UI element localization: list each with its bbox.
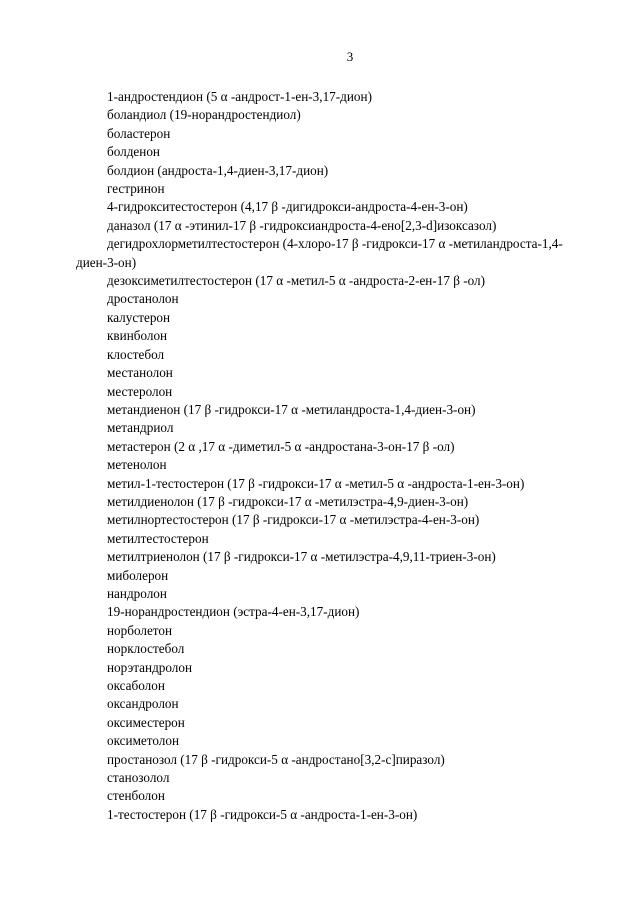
list-item: даназол (17 α -этинил-17 β -гидроксиандроста-4-ено[2,3-d]изоксазол) <box>107 217 497 233</box>
list-item: болденон <box>107 144 160 160</box>
list-item: 19-норандростендион (эстра-4-ен-3,17-дион) <box>107 604 360 620</box>
list-item: 1-андростендион (5 α -андрост-1-ен-3,17-дион) <box>107 89 372 104</box>
page-number: 3 <box>346 49 354 64</box>
substance-list <box>0 88 640 824</box>
list-item: гестринон <box>107 181 165 197</box>
list-item: норклостебол <box>107 641 185 657</box>
list-item: дезоксиметилтестостерон (17 α -метил-5 α -андроста-2-ен-17 β -ол) <box>107 273 486 289</box>
list-item: норэтандролон <box>107 659 193 675</box>
list-item: метилнортестостерон (17 β -гидрокси-17 α -метилэстра-4-ен-3-он) <box>107 512 480 528</box>
list-item: дростанолон <box>107 291 179 307</box>
list-item: миболерон <box>107 567 169 583</box>
list-item: нандролон <box>107 585 167 601</box>
list-item: квинболон <box>107 328 168 344</box>
list-item: оксандролон <box>107 696 179 712</box>
list-item: станозолол <box>107 770 170 786</box>
list-item: метастерон (2 α ,17 α -диметил-5 α -андростана-3-он-17 β -ол) <box>107 438 455 454</box>
list-item: оксиметолон <box>107 733 180 749</box>
list-item: простанозол (17 β -гидрокси-5 α -андростано[3,2-c]пиразол) <box>107 751 445 767</box>
list-item: местеролон <box>107 383 173 399</box>
list-item: местанолон <box>107 365 173 381</box>
list-item: метилтестостерон <box>107 530 209 546</box>
list-item: норболетон <box>107 622 173 638</box>
list-item: метандиенон (17 β -гидрокси-17 α -метиландроста-1,4-диен-3-он) <box>107 401 476 417</box>
list-item: калустерон <box>107 309 171 325</box>
list-item: стенболон <box>107 788 165 804</box>
list-item: оксаболон <box>107 678 165 693</box>
list-item: метилдиенолон (17 β -гидрокси-17 α -метилэстра-4,9-диен-3-он) <box>107 493 469 509</box>
list-item-continuation: диен-3-он) <box>76 254 137 270</box>
list-item: метандриол <box>107 420 174 436</box>
list-item: клостебол <box>107 346 165 362</box>
list-item: болдион (андроста-1,4-диен-3,17-дион) <box>107 162 329 178</box>
list-item: метил-1-тестостерон (17 β -гидрокси-17 α -метил-5 α -андроста-1-ен-3-он) <box>107 475 525 491</box>
list-item: боландиол (19-норандростендиол) <box>107 107 301 123</box>
list-item: 1-тестостерон (17 β -гидрокси-5 α -андроста-1-ен-3-он) <box>107 806 418 822</box>
list-item: дегидрохлорметилтестостерон (4-хлоро-17 β -гидрокси-17 α -метиландроста-1,4- <box>107 236 563 252</box>
list-item: боластерон <box>107 125 171 141</box>
list-item: метенолон <box>107 457 167 473</box>
list-item: оксиместерон <box>107 714 185 730</box>
list-item: метилтриенолон (17 β -гидрокси-17 α -метилэстра-4,9,11-триен-3-он) <box>107 549 496 565</box>
list-item: 4-гидрокситестостерон (4,17 β -дигидрокси-андроста-4-ен-3-он) <box>107 199 468 215</box>
